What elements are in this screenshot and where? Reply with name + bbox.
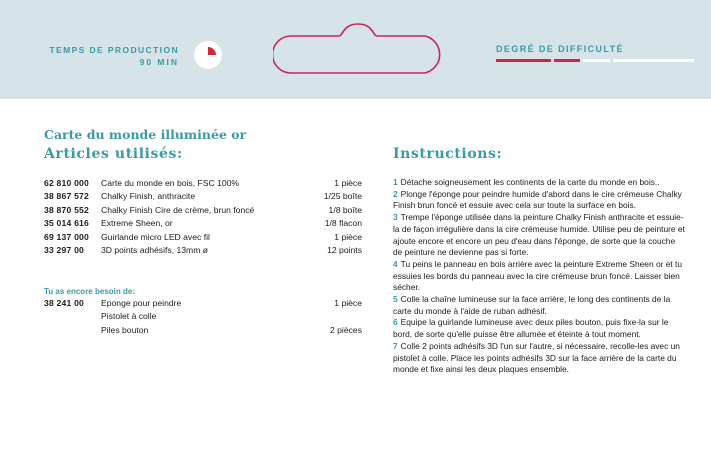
article-qty: 1 pièce — [334, 231, 362, 242]
article-row — [44, 177, 364, 190]
article-code: 62 810 000 — [44, 178, 90, 188]
article-qty: 1/8 flacon — [324, 218, 362, 229]
difficulty-bar — [554, 59, 580, 62]
step-text: Equipe la guirlande lumineuse avec deux piles bouton, puis fixe-la sur le bord, de sorte qu'elle puisse être allumée et éteinte à tout moment. — [393, 317, 669, 340]
difficulty-bar — [613, 59, 694, 62]
article-row — [44, 231, 364, 244]
difficulty-label: DEGRÉ DE DIFFICULTÉ — [496, 44, 624, 54]
article-desc: 3D points adhésifs, 13mm ø — [101, 244, 208, 255]
instruction-step — [393, 317, 685, 340]
article-row — [44, 204, 364, 217]
step-text: Plonge l'éponge pour peindre humide d'abord dans le cire crémeuse Chalky Finish brun foncé et essuie avec cela sur toute la surface en bois. — [393, 188, 682, 211]
article-code: 38 867 572 — [44, 191, 90, 202]
article-desc: Eponge pour peindre — [101, 298, 182, 308]
step-number: 3 — [393, 212, 398, 223]
instruction-step — [393, 341, 685, 376]
articles-title: Articles utilisés: — [44, 146, 183, 162]
difficulty-meter — [496, 59, 696, 62]
article-desc: Extreme Sheen, or — [101, 218, 173, 229]
step-text: Tu peins le panneau en bois arrière avec la peinture Extreme Sheen or et tu essuies les bords du panneau avec la cire crémeuse brun foncé. Laisser bien sécher. — [393, 258, 683, 293]
article-code: 35 014 616 — [44, 218, 90, 229]
article-code: 33 297 00 — [44, 244, 85, 255]
also-needed-list — [44, 297, 364, 337]
instruction-step — [393, 294, 685, 317]
article-qty: 1 pièce — [334, 178, 362, 188]
article-row — [44, 244, 364, 257]
also-needed-title: Tu as encore besoin de: — [44, 287, 135, 296]
also-needed-row — [44, 324, 364, 337]
instructions-list — [393, 177, 685, 376]
step-number: 5 — [393, 294, 398, 305]
instruction-step — [393, 212, 685, 259]
article-qty: 1/25 boîte — [323, 191, 362, 202]
article-qty: 1 pièce — [334, 298, 362, 308]
instructions-title: Instructions: — [393, 146, 503, 162]
step-text: Colle la chaîne lumineuse sur la face arrière, le long des continents de la carte du monde à l'aide de ruban adhésif. — [393, 294, 671, 316]
article-desc: Pistolet à colle — [101, 311, 157, 322]
difficulty-bar — [583, 59, 610, 62]
article-desc: Carte du monde en bois, FSC 100% — [101, 178, 240, 188]
instruction-step — [393, 189, 685, 212]
production-time-label — [47, 44, 179, 68]
step-number: 4 — [393, 258, 398, 269]
step-number: 7 — [393, 340, 398, 351]
article-qty: 1/8 boîte — [328, 204, 362, 215]
also-needed-row — [44, 310, 364, 323]
production-time-title: TEMPS DE PRODUCTION — [49, 45, 179, 55]
article-desc: Chalky Finish, anthracite — [101, 191, 196, 202]
tab-outline-shape — [273, 22, 443, 75]
articles-list — [44, 177, 364, 257]
article-code: 69 137 000 — [44, 231, 90, 242]
step-text: Colle 2 points adhésifs 3D l'un sur l'autre, si nécessaire, recolle-les avec un pistolet à colle. Place les points adhésifs 3D sur la face arrière de la carte du monde et fixe ainsi les deux plaques ensemble. — [393, 340, 680, 375]
article-qty: 2 pièces — [329, 324, 362, 335]
article-qty: 12 points — [327, 244, 362, 255]
article-row — [44, 217, 364, 230]
instruction-step — [393, 177, 685, 189]
article-code: 38 870 552 — [44, 204, 90, 215]
instruction-step — [393, 259, 685, 294]
step-text: Détache soigneusement les continents de la carte du monde en bois.. — [400, 177, 660, 187]
header-band — [0, 0, 711, 99]
project-subtitle: Carte du monde illuminée or — [44, 127, 247, 142]
also-needed-row — [44, 297, 364, 310]
article-desc: Piles bouton — [101, 324, 149, 335]
difficulty-bar — [496, 59, 551, 62]
article-desc: Guirlande micro LED avec fil — [101, 231, 210, 242]
clock-icon — [193, 40, 223, 70]
step-number: 1 — [393, 177, 398, 187]
step-text: Trempe l'éponge utilisée dans la peinture Chalky Finish anthracite et essuie-la de façon irrégulière dans la cire crémeuse humide. Utilise peu de peinture et ajoute encore et encore un peu d'eau dans l'éponge, de sorte que la couche de peinture ne devienne pas si forte. — [393, 212, 685, 258]
step-number: 6 — [393, 317, 398, 328]
article-desc: Chalky Finish Cire de crème, brun foncé — [101, 204, 255, 215]
step-number: 2 — [393, 188, 398, 199]
production-time-value: 90 MIN — [139, 57, 179, 67]
article-code: 38 241 00 — [44, 298, 85, 308]
article-row — [44, 190, 364, 203]
